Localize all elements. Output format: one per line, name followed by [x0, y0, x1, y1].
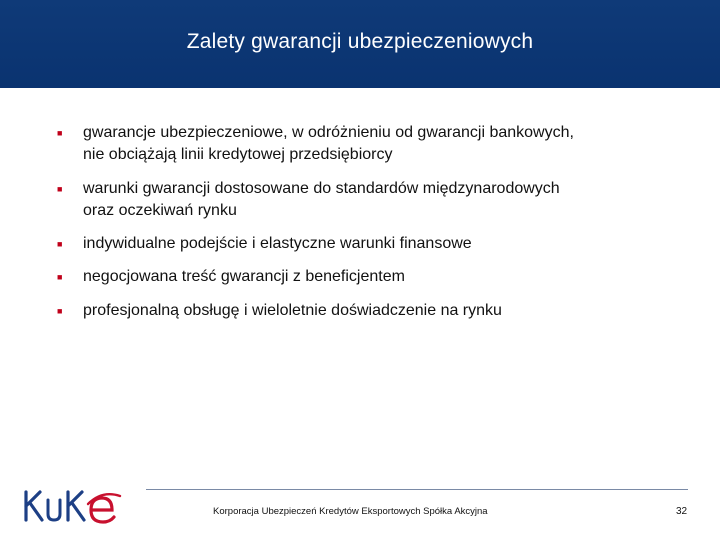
- bullet-icon: ■: [57, 184, 63, 194]
- bullet-text: indywidualne podejście i elastyczne warunki finansowe: [83, 235, 472, 252]
- page-number: 32: [676, 506, 688, 517]
- bullet-text: profesjonalną obsługę i wieloletnie doświadczenie na rynku: [83, 302, 502, 319]
- slide-title: Zalety gwarancji ubezpieczeniowych: [186, 30, 534, 53]
- bullet-item: [56, 233, 472, 255]
- bullet-line: gwarancje ubezpieczeniowe, w odróżnieniu od gwarancji bankowych,: [83, 124, 574, 141]
- bullet-line: nie obciążają linii kredytowej przedsiębiorcy: [83, 146, 393, 163]
- bullet-text: negocjowana treść gwarancji z beneficjentem: [83, 268, 405, 285]
- slide-header: [0, 0, 720, 88]
- bullet-icon: ■: [57, 272, 63, 282]
- kuke-logo: [22, 484, 132, 528]
- bullet-item: [56, 300, 502, 322]
- bullet-text: [83, 178, 560, 222]
- bullet-icon: ■: [57, 128, 63, 138]
- bullet-icon: ■: [57, 306, 63, 316]
- bullet-icon: ■: [57, 239, 63, 249]
- bullet-text: [83, 122, 574, 166]
- bullet-item: [56, 178, 560, 222]
- bullet-item: [56, 122, 574, 166]
- footer-company-name: Korporacja Ubezpieczeń Kredytów Eksportowych Spółka Akcyjna: [213, 506, 488, 517]
- bullet-item: [56, 266, 405, 288]
- bullet-line: oraz oczekiwań rynku: [83, 202, 237, 219]
- bullet-line: warunki gwarancji dostosowane do standardów międzynarodowych: [83, 180, 560, 197]
- footer-divider: [146, 489, 688, 490]
